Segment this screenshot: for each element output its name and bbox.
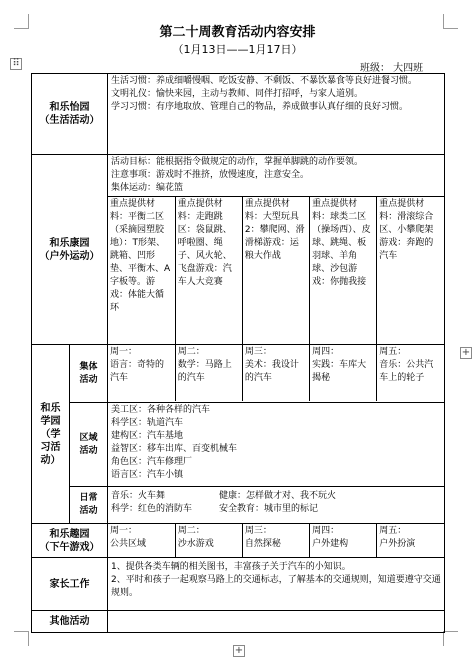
day-label: 周三： (244, 347, 272, 357)
daily-item: 健康：怎样做才对、我不玩火 (219, 491, 337, 501)
area-line: 语言区：汽车小镇 (111, 470, 184, 480)
daily-activity-label (70, 487, 108, 524)
life-line: 文明礼仪：愉快来园，主动与教师、同伴打招呼，与家人道别。 (111, 89, 364, 99)
daily-label: 日常 (79, 493, 98, 503)
parents-line: 2、平时和孩子一起观察马路上的交通标志，了解基本的交通规则，知道要遵守交通规则。 (111, 575, 441, 598)
day-content: 数学：马路上的汽车 (177, 360, 232, 383)
outdoor-material-column[interactable]: 重点提供材料：球类二区（操场西）、皮球、跳绳、板羽球、羊角球、沙包游戏：你抛我接 (310, 197, 377, 344)
day-content: 美术：我设计的汽车 (244, 360, 299, 383)
day-label: 周二： (177, 526, 205, 536)
crop-mark-bottom-right (443, 631, 458, 646)
group-day-cell[interactable] (310, 345, 377, 401)
schedule-table (31, 73, 445, 633)
fun-day-cell[interactable] (377, 524, 444, 557)
day-label: 周一： (110, 526, 138, 536)
add-column-handle-icon[interactable]: + (461, 347, 471, 358)
day-label: 周五： (379, 347, 407, 357)
parents-line: 1、提供各类车辆的相关图书，丰富孩子关于汽车的小知识。 (111, 562, 351, 572)
fun-day-cell[interactable] (310, 524, 377, 557)
day-label: 周一： (110, 347, 138, 357)
outdoor-content-cell[interactable] (108, 155, 445, 345)
outdoor-material-column[interactable]: 重点提供材料：平衡二区（采摘园塑胶地）：T形架、跳箱、凹形垫、平衡木、A字板等。游戏：体能大循环 (108, 197, 175, 344)
daily-label: 活动 (79, 506, 98, 516)
outdoor-line: 注意事项：游戏时不推挤，放慢速度，注意安全。 (111, 170, 310, 180)
daily-item: 音乐：火车舞 (111, 491, 166, 501)
day-content: 语言：奇特的汽车 (110, 360, 165, 383)
day-content: 户外建构 (312, 539, 349, 549)
study-label: 动） (40, 454, 61, 466)
group-label: 活动 (79, 374, 98, 385)
fun-days (108, 524, 444, 557)
group-label: 集体 (79, 361, 98, 372)
group-day-cell[interactable] (242, 345, 309, 401)
parents-content-cell[interactable] (108, 558, 445, 611)
other-content-cell[interactable] (108, 611, 445, 633)
outdoor-material-column[interactable]: 重点提供材料：滑滚综合区、小攀爬架游戏：奔跑的汽车 (379, 199, 434, 261)
life-label-cell (32, 74, 108, 155)
group-day-cell[interactable] (175, 345, 242, 401)
outdoor-line: 集体运动：编花篮 (111, 183, 184, 193)
day-label: 周二： (177, 347, 205, 357)
group-activity-cell (108, 345, 445, 403)
outdoor-row (32, 155, 445, 345)
daily-item: 安全教育：城市里的标记 (219, 504, 319, 514)
day-content: 实践：车库大揭秘 (312, 360, 367, 383)
life-sublabel: （生活活动） (39, 115, 100, 126)
crop-mark-bottom-left (14, 631, 29, 646)
fun-content-cell (108, 524, 445, 558)
area-label: 活动 (79, 445, 98, 456)
class-label: 班级： 大四班 (360, 63, 424, 74)
parents-label-cell: 家长工作 (32, 558, 108, 611)
group-activity-row (32, 345, 445, 403)
fun-day-cell[interactable] (175, 524, 242, 557)
area-activity-label (70, 403, 108, 487)
study-label: 和乐 (40, 402, 61, 414)
study-label: 学园 (40, 415, 61, 427)
area-line: 科学区：轨道汽车 (111, 418, 184, 428)
day-label: 周四： (312, 526, 340, 536)
other-label-cell: 其他活动 (32, 611, 108, 633)
outdoor-label: 和乐康园 (49, 237, 90, 249)
date-range: （1月13日——1月17日） (172, 43, 303, 56)
study-label: （学 (40, 428, 61, 440)
outdoor-goals (108, 155, 444, 197)
day-label: 周四： (312, 347, 340, 357)
area-activity-cell[interactable] (108, 403, 445, 487)
area-label: 区域 (79, 432, 98, 443)
study-label: 习活 (40, 441, 61, 453)
area-line: 益智区：移车出库、百变机械车 (111, 444, 238, 454)
life-line: 生活习惯：养成细嚼慢咽、吃饭安静、不剩饭、不暴饮暴食等良好进餐习惯。 (111, 76, 418, 86)
life-row (32, 74, 445, 155)
outdoor-sublabel: （户外运动） (39, 250, 100, 262)
area-line: 美工区：各种各样的汽车 (111, 405, 211, 415)
other-row (32, 611, 445, 633)
day-content: 音乐：公共汽车上的轮子 (379, 360, 434, 383)
outdoor-material-column[interactable]: 重点提供材料：大型玩具2：攀爬网、滑滑梯游戏：运粮大作战 (242, 197, 309, 344)
fun-day-cell[interactable] (242, 524, 309, 557)
life-content-cell[interactable] (108, 74, 445, 155)
life-line: 学习习惯：有序地取放、管理自己的物品，养成做事认真仔细的良好习惯。 (111, 102, 409, 112)
group-day-cell[interactable] (377, 345, 444, 401)
daily-activity-row (32, 487, 445, 524)
study-label-cell (32, 345, 70, 524)
outdoor-label-cell (32, 155, 108, 345)
area-line: 建构区：汽车基地 (111, 431, 184, 441)
day-label: 周五： (379, 526, 407, 536)
fun-row (32, 524, 445, 558)
day-content: 公共区域 (110, 539, 147, 549)
area-line: 角色区：汽车修理厂 (111, 457, 193, 467)
day-content: 沙水游戏 (177, 539, 214, 549)
fun-label: 和乐趣园 (49, 528, 90, 540)
group-activity-days (108, 345, 444, 401)
outdoor-materials-table (108, 197, 444, 344)
group-activity-label (70, 345, 108, 403)
table-move-handle-icon[interactable]: ⠿ (10, 58, 22, 70)
area-activity-row (32, 403, 445, 487)
fun-sublabel: （下午游戏） (39, 541, 100, 553)
fun-day-cell[interactable] (108, 524, 175, 557)
fun-label-cell (32, 524, 108, 558)
daily-item: 科学：红色的消防车 (111, 504, 193, 514)
day-label: 周三： (244, 526, 272, 536)
outdoor-material-column[interactable]: 重点提供材料：走跑跳区：袋鼠跳、呼啦圈、绳子、风火轮、飞盘游戏：汽车人大竞赛 (175, 197, 242, 344)
life-label: 和乐怡园 (49, 102, 90, 113)
day-content: 自然探秘 (244, 539, 281, 549)
group-day-cell[interactable] (108, 345, 175, 401)
page-title: 第二十周教育活动内容安排 (159, 25, 316, 40)
parents-row (32, 558, 445, 611)
outdoor-line: 活动目标：能根据指令做规定的动作，掌握单脚跳的动作要领。 (111, 157, 364, 167)
add-row-handle-icon[interactable]: + (234, 645, 244, 656)
day-content: 户外扮演 (379, 539, 416, 549)
daily-activity-cell[interactable] (108, 487, 445, 524)
